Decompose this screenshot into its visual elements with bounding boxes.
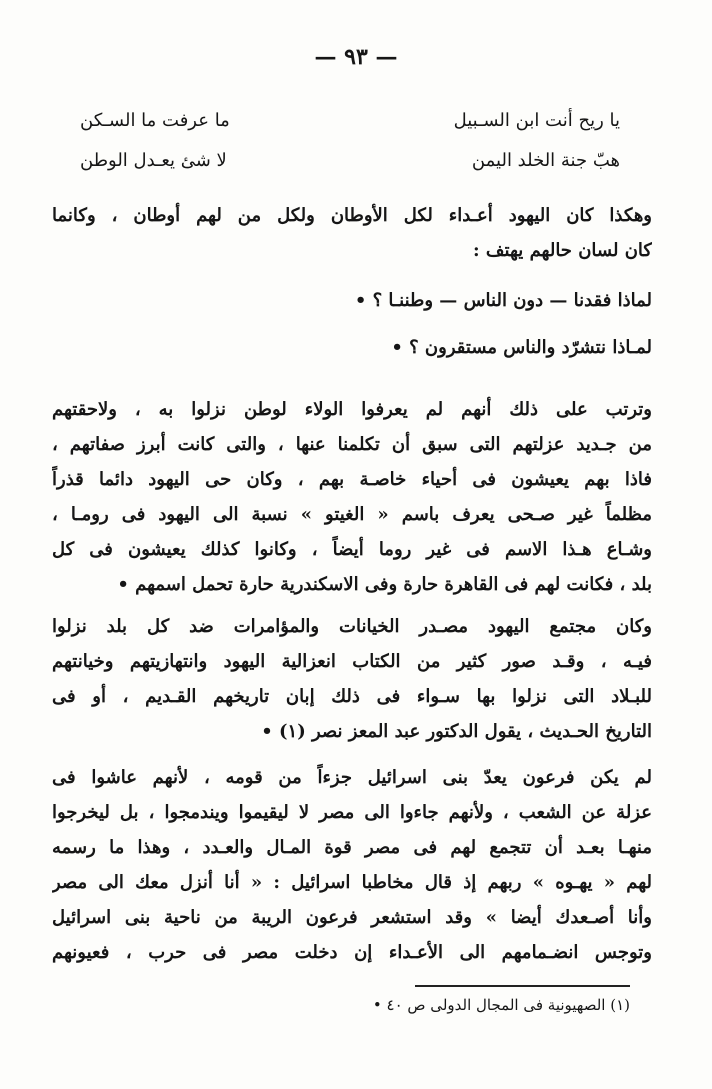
text-line: من جـديد عزلتهم التى سبق أن تكلمنا عنها ، والتى كانت أبرز صفاتهم ، bbox=[52, 434, 652, 455]
text-line: فاذا بهم يعيشون فى أحياء خاصـة بهم ، وكان حى اليهود دائما قذراً bbox=[52, 469, 652, 490]
text-line: وتوجس انضـمامهم الى الأعـداء إن دخلت مصر فى حرب ، فعيونهم bbox=[52, 942, 652, 963]
verse-line-2 bbox=[80, 150, 620, 171]
text-line: منهـا بعـد أن تتجمع لهم فى مصر قوة المـال والعـدد ، وهذا ما رسمه bbox=[52, 837, 652, 858]
verse-hemistich: ما عرفت ما السـكن bbox=[80, 110, 230, 131]
page-number: — ٩٣ — bbox=[314, 44, 398, 70]
text-line: لهم « يهـوه » ربهم إذ قال مخاطبا اسرائيل : « أنا أنزل معك الى مصر bbox=[52, 872, 652, 893]
paragraph-2 bbox=[52, 392, 652, 602]
text-line: كان لسان حالهم يهتف : bbox=[473, 240, 652, 261]
text-line: فيـه ، وقـد صور كثير من الكتاب انعزالية اليهود وانتهازيتهم وخيانتهم bbox=[52, 651, 652, 672]
text-line: للبـلاد التى نزلوا بها سـواء فى ذلك إبان تاريخهم القـديم ، أو فى bbox=[52, 686, 652, 707]
text-line: وترتب على ذلك أنهم لم يعرفوا الولاء لوطن نزلوا به ، ولاحقتهم bbox=[52, 399, 652, 420]
paragraph-1 bbox=[52, 198, 652, 268]
text-line: التاريخ الحـديث ، يقول الدكتور عبد المعز نصر (١) • bbox=[261, 721, 652, 742]
text-line: لم يكن فرعون يعدّ بنى اسرائيل جزءاً من قومه ، لأنهم عاشوا فى bbox=[52, 767, 652, 788]
quote-line-2: لمـاذا نتشرّد والناس مستقرون ؟ • bbox=[391, 337, 652, 358]
quote-line-1: لماذا فقدنا — دون الناس — وطننـا ؟ • bbox=[354, 290, 652, 311]
text-line: بلد ، فكانت لهم فى القاهرة حارة وفى الاسكندرية حارة تحمل اسمهم • bbox=[117, 574, 652, 595]
text-line: وكان مجتمع اليهود مصـدر الخيانات والمؤامرات ضد كل بلد نزلوا bbox=[52, 616, 652, 637]
text-line: وأنا أصـعدك أيضا » وقد استشعر فرعون الريبة من ناحية بنى اسرائيل bbox=[52, 907, 652, 928]
text-line: عزلة عن الشعب ، ولأنهم جاءوا الى مصر لا ليقيموا ويندمجوا ، بل ليخرجوا bbox=[52, 802, 652, 823]
text-line: وهكذا كان اليهود أعـداء لكل الأوطان ولكل من لهم أوطان ، وكانما bbox=[52, 205, 652, 226]
paragraph-4 bbox=[52, 760, 652, 970]
footnote: (١) الصهيونية فى المجال الدولى ص ٤٠ • bbox=[372, 996, 630, 1014]
verse-hemistich: لا شئ يعـدل الوطن bbox=[80, 150, 227, 171]
verse-hemistich: يا ريح أنت ابن السـبيل bbox=[453, 110, 620, 131]
text-line: مظلماً غير صـحى يعرف باسم « الغيتو » نسبة الى اليهود فى رومـا ، bbox=[52, 504, 652, 525]
paragraph-3 bbox=[52, 609, 652, 749]
footnote-divider bbox=[415, 985, 630, 987]
verse-hemistich: هبّ جنة الخلد اليمن bbox=[471, 150, 620, 171]
verse-line-1 bbox=[80, 110, 620, 131]
text-line: وشـاع هـذا الاسم فى غير روما أيضاً ، وكانوا كذلك يعيشون فى كل bbox=[52, 539, 652, 560]
